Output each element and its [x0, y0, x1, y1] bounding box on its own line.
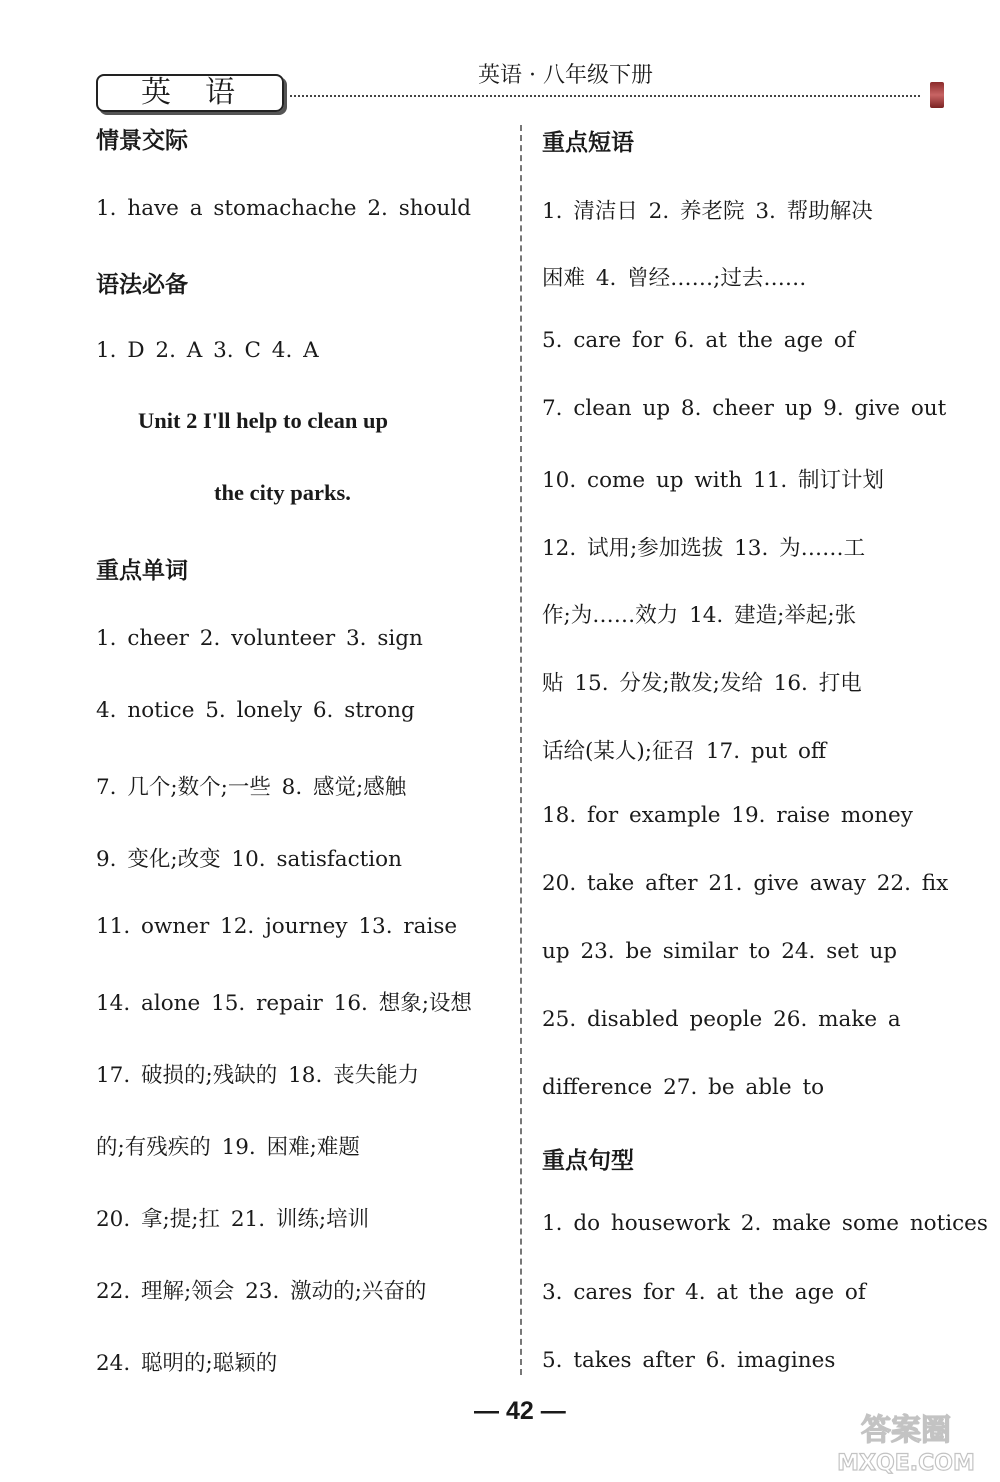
answer-line: 1. 清洁日 2. 养老院 3. 帮助解决: [542, 199, 873, 224]
subject-label: 英语: [96, 74, 284, 112]
book-title: 英语 · 八年级下册: [478, 63, 653, 88]
answer-line: 22. 理解;领会 23. 激动的;兴奋的: [96, 1279, 427, 1304]
answer-line: 1. have a stomachache 2. should: [96, 196, 472, 221]
unit-title-line-2: the city parks.: [214, 480, 351, 505]
header-divider: [290, 95, 920, 97]
answer-line: 困难 4. 曾经……;过去……: [542, 266, 807, 291]
answer-line: 10. come up with 11. 制订计划: [542, 468, 885, 493]
section-heading-key-words: 重点单词: [96, 558, 188, 584]
unit-title-line-1: Unit 2 I'll help to clean up: [138, 408, 389, 433]
answer-line: 5. care for 6. at the age of: [542, 328, 855, 353]
answer-line: 20. 拿;提;扛 21. 训练;培训: [96, 1207, 370, 1232]
answer-line: 的;有残疾的 19. 困难;难题: [96, 1135, 360, 1160]
answer-line: 贴 15. 分发;散发;发给 16. 打电: [542, 671, 862, 696]
answer-line: 4. notice 5. lonely 6. strong: [96, 698, 415, 723]
answer-line: 24. 聪明的;聪颖的: [96, 1351, 278, 1376]
page-number: — 42 —: [474, 1397, 566, 1425]
answer-line: 1. cheer 2. volunteer 3. sign: [96, 626, 423, 651]
answer-line: 12. 试用;参加选拔 13. 为……工: [542, 536, 866, 561]
corner-tab-icon: [930, 82, 944, 108]
watermark-text-top: 答案圈: [861, 1413, 951, 1448]
watermark-text-bottom: MXQE.COM: [837, 1451, 975, 1476]
section-heading-key-phrases: 重点短语: [542, 130, 634, 156]
answer-line: 20. take after 21. give away 22. fix: [542, 871, 949, 896]
answer-line: 1. do housework 2. make some notices: [542, 1211, 988, 1236]
answer-line: up 23. be similar to 24. set up: [542, 939, 898, 964]
answer-line: 18. for example 19. raise money: [542, 803, 913, 828]
answer-line: 3. cares for 4. at the age of: [542, 1280, 866, 1305]
answer-line: 5. takes after 6. imagines: [542, 1348, 836, 1373]
section-heading-grammar: 语法必备: [96, 272, 188, 298]
answer-line: difference 27. be able to: [542, 1075, 825, 1100]
answer-line: 7. 几个;数个;一些 8. 感觉;感触: [96, 775, 407, 800]
watermark-logo: [818, 1406, 994, 1476]
section-heading-situational-communication: 情景交际: [96, 128, 188, 154]
answer-line: 11. owner 12. journey 13. raise: [96, 914, 458, 939]
answer-line: 9. 变化;改变 10. satisfaction: [96, 847, 402, 872]
column-divider: [520, 125, 522, 1375]
answer-line: 话给(某人);征召 17. put off: [542, 739, 827, 764]
answer-line: 7. clean up 8. cheer up 9. give out: [542, 396, 947, 421]
answer-line: 作;为……效力 14. 建造;举起;张: [542, 603, 857, 628]
section-heading-key-sentences: 重点句型: [542, 1148, 634, 1174]
answer-line: 17. 破损的;残缺的 18. 丧失能力: [96, 1063, 420, 1088]
answer-line: 25. disabled people 26. make a: [542, 1007, 901, 1032]
answer-line: 14. alone 15. repair 16. 想象;设想: [96, 991, 472, 1016]
answer-line: 1. D 2. A 3. C 4. A: [96, 338, 319, 363]
